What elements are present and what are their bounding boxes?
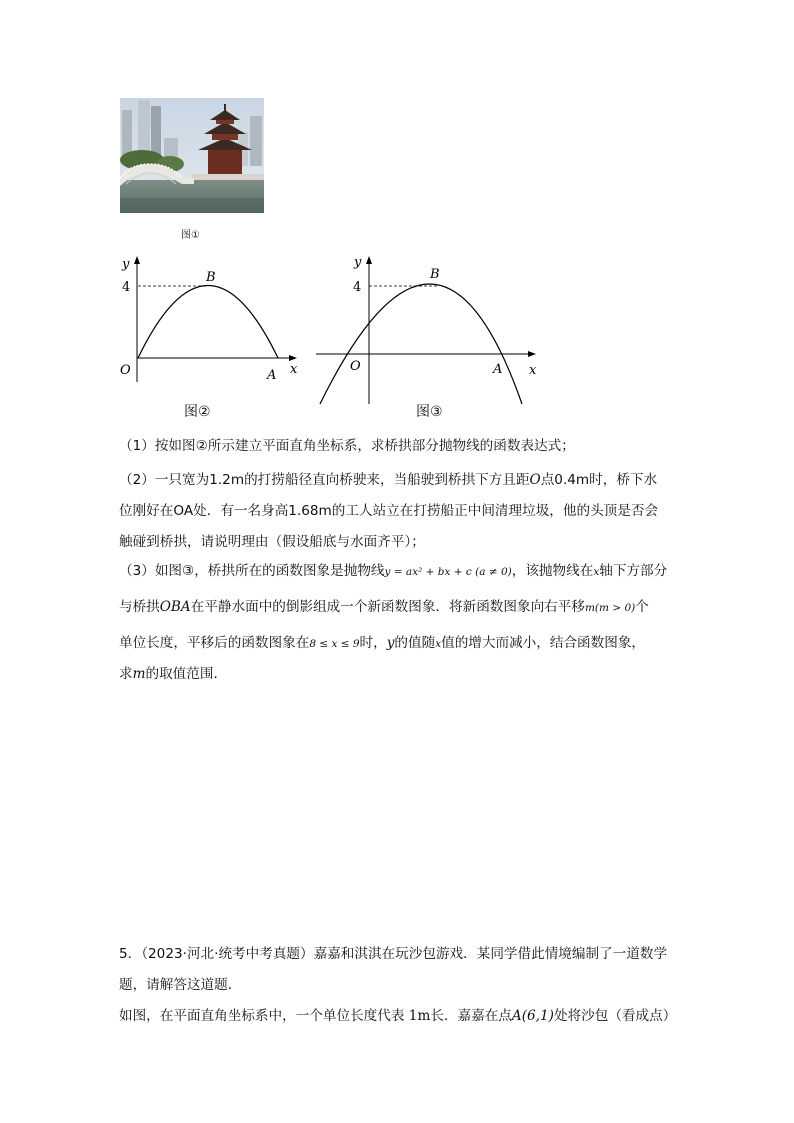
figure-3-caption: 图③ (416, 404, 443, 420)
problem4-part2-line2: 位刚好在OA处．有一名身高1.68m的工人站立在打捞船正中间清理垃圾，他的头顶是否会 (119, 503, 659, 519)
problem4-part3-line4: 求m的取值范围． (119, 666, 228, 682)
fig3-origin-label: O (350, 359, 361, 374)
figure-1-caption: 图① (181, 230, 200, 241)
fig3-vertex-label: B (430, 267, 440, 282)
problem5-line1: 5．（2023·河北·统考中考真题）嘉嘉和淇淇在玩沙包游戏．某同学借此情境编制了一道数学 (119, 946, 668, 962)
fig3-y-label: y (354, 255, 362, 270)
pavilion-bridge-photo (120, 98, 264, 213)
problem4-part1: （1）按如图②所示建立平面直角坐标系，求桥拱部分抛物线的函数表达式； (119, 438, 575, 454)
figure-2-caption: 图② (184, 404, 211, 420)
fig2-vertex-label: B (206, 270, 216, 285)
problem4-part3-line3: 单位长度，平移后的函数图象在8 ≤ x ≤ 9时，y的值随x值的增大而减小，结合函数图象， (119, 635, 646, 651)
fig2-x-label: x (290, 362, 298, 377)
problem5-line2: 题，请解答这道题． (119, 977, 242, 993)
fig3-endpoint-label: A (493, 362, 503, 377)
figure-2-graph (110, 248, 310, 388)
fig3-height-label: 4 (353, 280, 362, 295)
fig2-origin-label: O (120, 363, 131, 378)
problem4-part3-line2: 与桥拱OBA在平静水面中的倒影组成一个新函数图象．将新函数图象向右平移m(m > 0)个 (119, 599, 649, 615)
fig3-x-label: x (529, 363, 537, 378)
problem5-line3: 如图，在平面直角坐标系中，一个单位长度代表 1m长．嘉嘉在点A(6,1)处将沙包（看成点） (119, 1008, 677, 1024)
fig2-endpoint-label: A (267, 368, 277, 383)
figure-3-graph (310, 248, 550, 408)
problem4-part2-line3: 触碰到桥拱，请说明理由（假设船底与水面齐平）； (119, 534, 425, 550)
problem4-part2-line1: （2）一只宽为1.2m的打捞船径直向桥驶来，当船驶到桥拱下方且距O点0.4m时，桥下水 (119, 472, 658, 488)
fig2-height-label: 4 (122, 280, 131, 295)
fig2-y-label: y (122, 257, 130, 272)
problem4-part3-line1: （3）如图③，桥拱所在的函数图象是抛物线y = ax² + bx + c (a ≠ 0)，该抛物线在x轴下方部分 (119, 563, 668, 579)
